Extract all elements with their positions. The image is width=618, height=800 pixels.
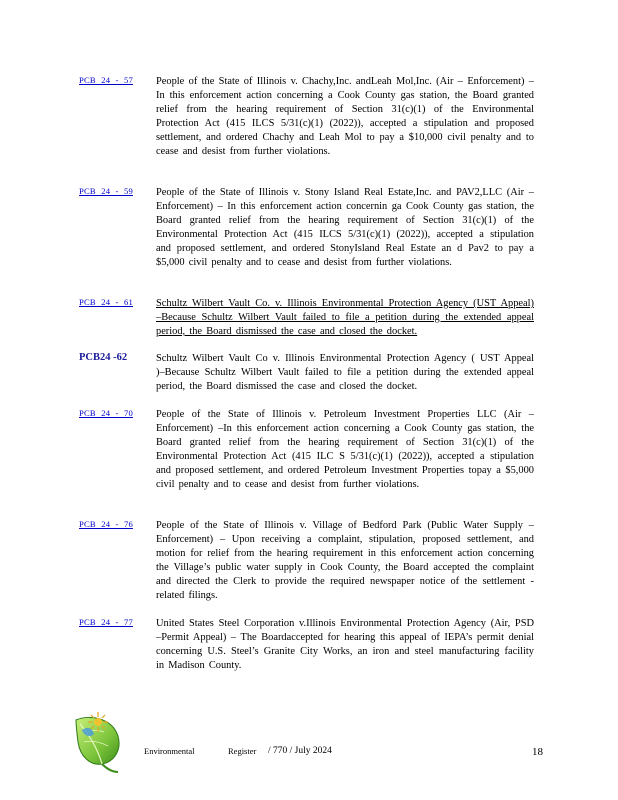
entry-summary: Schultz Wilbert Vault Co. v. Illinois Environmental Protection Agency (UST Appeal) –Because Schultz Wilbert Vault failed to file a petition during the extended appeal period, the Board dismissed the case and closed the docket. [156, 298, 534, 337]
footer-page-number: 18 [532, 746, 543, 758]
entry-summary: People of the State of Illinois v. Chachy,Inc. andLeah Mol,Inc. (Air – Enforcement) –In this enforcement action concerning a Cook County gas station, the Board granted relief from the hearing requirement of Section 31(c)(1) of the Environmental Protection Act (415 ILCS 5/31(c)(1) (2022)), accepted a stipulation and proposed settlement, and ordered Chachy and Leah Mol to pay a $10,000 civil penalty and to cease and desist from further violations. [156, 76, 534, 157]
footer-register: Register [228, 746, 257, 756]
case-number-link[interactable]: PCB 24 - 76 [79, 519, 133, 529]
case-number-link[interactable]: PCB 24 - 77 [79, 617, 133, 627]
case-number-link[interactable]: PCB 24 - 61 [79, 297, 133, 307]
case-number-link[interactable]: PCB 24 - 57 [79, 75, 133, 85]
case-number-link[interactable]: PCB 24 - 70 [79, 408, 133, 418]
footer-issue: / 770 / July 2024 [268, 746, 332, 756]
page-footer [0, 710, 618, 790]
footer-publication: Environmental [144, 746, 195, 756]
entry-summary: People of the State of Illinois v. Stony Island Real Estate,Inc. and PAV2,LLC (Air –Enforcement) – In this enforcement action concernin ga Cook County gas station, the Board granted relief from the hearing requirement of Section 31(c)(1) of the Environmental Protection Act (415 ILCS 5/31(c)(1) (2022)), accepted a stipulation and proposed settlement, and ordered StonyIsland Real Estate an d Pav2 to pay a $5,000 civil penalty and to cease and desist from further violations. [156, 187, 534, 268]
entry-summary: Schultz Wilbert Vault Co v. Illinois Environmental Protection Agency ( UST Appeal )–Because Schultz Wilbert Vault failed to file a petition during the extended appeal period, the Board dismissed the case and closed the docket. [156, 353, 534, 392]
case-number-link[interactable]: PCB 24 - 59 [79, 186, 133, 196]
leaf-logo-icon [72, 710, 124, 774]
entry-summary: People of the State of Illinois v. Village of Bedford Park (Public Water Supply – Enforcement) – Upon receiving a complaint, stipulation, proposed settlement, and motion for relief from the hearing requirement in this enforcement action concerning the Village’s public water supply in Cook County, the Board accepted the complaint and directed the Clerk to provide the required newspaper notice of the settlement -related filings. [156, 520, 534, 601]
entry-summary: United States Steel Corporation v.Illinois Environmental Protection Agency (Air, PSD –Permit Appeal) – The Boardaccepted for hearing this appeal of IEPA’s permit denial concerning U.S. Steel’s Granite City Works, an iron and steel manufacturing facility in Madison County. [156, 618, 534, 671]
case-number-label: PCB24 -62 [79, 352, 128, 363]
entry-summary: People of the State of Illinois v. Petroleum Investment Properties LLC (Air – Enforcement) –In this enforcement action concerning a Cook County gas station, the Board granted relief from the hearing requirement of Section 31(c)(1) of the Environmental Protection Act (415 ILC S 5/31(c)(1) (2022)), accepted a stipulation and proposed settlement, and ordered Petroleum Investment Properties topay a $5,000 civil penalty and to cease and desist from further violations. [156, 409, 534, 490]
